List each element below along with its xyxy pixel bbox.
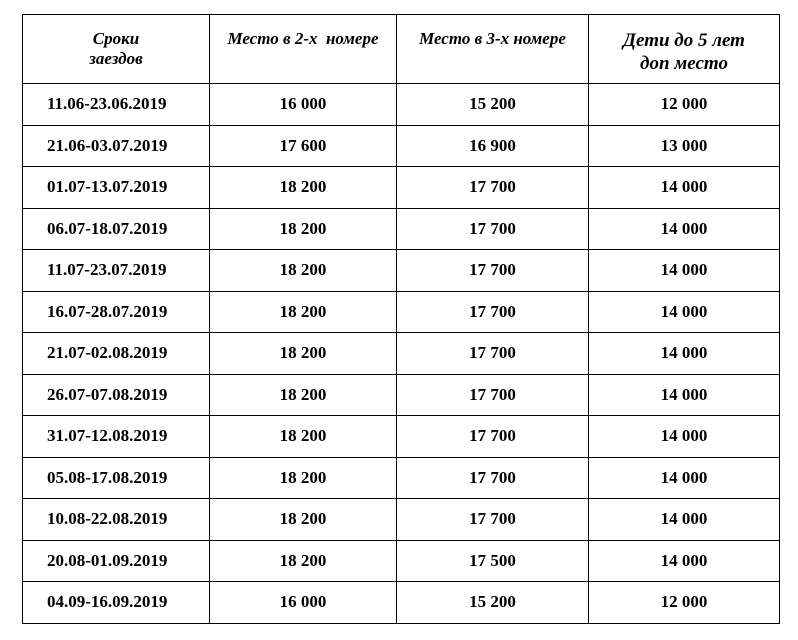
cell-children-price: 14 000 — [589, 208, 780, 250]
cell-dates: 01.07-13.07.2019 — [23, 167, 210, 209]
cell-triple-room-price: 17 700 — [397, 291, 589, 333]
cell-children-price: 13 000 — [589, 125, 780, 167]
header-dates-line-2: заездов — [89, 49, 143, 68]
cell-children-price: 14 000 — [589, 416, 780, 458]
table-row — [23, 416, 780, 458]
cell-double-room-price: 18 200 — [210, 499, 397, 541]
cell-triple-room-price: 17 700 — [397, 499, 589, 541]
cell-children-price: 14 000 — [589, 374, 780, 416]
cell-children-price: 12 000 — [589, 582, 780, 624]
cell-triple-room-price: 17 700 — [397, 374, 589, 416]
cell-dates: 16.07-28.07.2019 — [23, 291, 210, 333]
header-dates — [23, 15, 210, 84]
table-row — [23, 84, 780, 126]
cell-double-room-price: 18 200 — [210, 416, 397, 458]
cell-dates: 21.06-03.07.2019 — [23, 125, 210, 167]
cell-children-price: 14 000 — [589, 540, 780, 582]
cell-triple-room-price: 17 500 — [397, 540, 589, 582]
table-row — [23, 540, 780, 582]
header-children — [589, 15, 780, 84]
table-row — [23, 499, 780, 541]
cell-children-price: 14 000 — [589, 333, 780, 375]
cell-double-room-price: 16 000 — [210, 582, 397, 624]
cell-children-price: 14 000 — [589, 457, 780, 499]
cell-double-room-price: 18 200 — [210, 374, 397, 416]
header-children-line-1: Дети до 5 лет — [623, 30, 745, 51]
cell-dates: 26.07-07.08.2019 — [23, 374, 210, 416]
price-table — [22, 14, 780, 624]
cell-triple-room-price: 17 700 — [397, 333, 589, 375]
header-dates-line-1: Сроки — [92, 29, 140, 48]
cell-dates: 06.07-18.07.2019 — [23, 208, 210, 250]
cell-triple-room-price: 15 200 — [397, 582, 589, 624]
cell-dates: 04.09-16.09.2019 — [23, 582, 210, 624]
cell-children-price: 14 000 — [589, 291, 780, 333]
cell-dates: 05.08-17.08.2019 — [23, 457, 210, 499]
cell-triple-room-price: 17 700 — [397, 250, 589, 292]
cell-double-room-price: 18 200 — [210, 167, 397, 209]
cell-triple-room-price: 17 700 — [397, 167, 589, 209]
table-row — [23, 250, 780, 292]
table-row — [23, 291, 780, 333]
cell-children-price: 14 000 — [589, 167, 780, 209]
header-double-room — [210, 15, 397, 84]
header-row — [23, 15, 780, 84]
table-row — [23, 208, 780, 250]
cell-triple-room-price: 15 200 — [397, 84, 589, 126]
cell-dates: 20.08-01.09.2019 — [23, 540, 210, 582]
cell-double-room-price: 18 200 — [210, 457, 397, 499]
table-row — [23, 125, 780, 167]
cell-dates: 10.08-22.08.2019 — [23, 499, 210, 541]
cell-dates: 11.07-23.07.2019 — [23, 250, 210, 292]
header-triple-room-line-1: Место в 3-х номере — [419, 29, 566, 48]
table-body — [23, 84, 780, 624]
header-double-room-line-1: Место в 2-х номере — [227, 29, 379, 48]
cell-double-room-price: 18 200 — [210, 208, 397, 250]
table-row — [23, 582, 780, 624]
table-row — [23, 167, 780, 209]
cell-children-price: 14 000 — [589, 250, 780, 292]
table-row — [23, 374, 780, 416]
table-row — [23, 457, 780, 499]
cell-dates: 31.07-12.08.2019 — [23, 416, 210, 458]
table-row — [23, 333, 780, 375]
cell-double-room-price: 16 000 — [210, 84, 397, 126]
cell-triple-room-price: 17 700 — [397, 457, 589, 499]
cell-triple-room-price: 16 900 — [397, 125, 589, 167]
cell-double-room-price: 17 600 — [210, 125, 397, 167]
cell-triple-room-price: 17 700 — [397, 416, 589, 458]
header-triple-room — [397, 15, 589, 84]
header-children-line-2: доп место — [640, 53, 728, 74]
cell-double-room-price: 18 200 — [210, 291, 397, 333]
cell-dates: 11.06-23.06.2019 — [23, 84, 210, 126]
table-header — [23, 15, 780, 84]
cell-double-room-price: 18 200 — [210, 333, 397, 375]
cell-double-room-price: 18 200 — [210, 250, 397, 292]
cell-triple-room-price: 17 700 — [397, 208, 589, 250]
cell-double-room-price: 18 200 — [210, 540, 397, 582]
cell-children-price: 14 000 — [589, 499, 780, 541]
cell-dates: 21.07-02.08.2019 — [23, 333, 210, 375]
cell-children-price: 12 000 — [589, 84, 780, 126]
